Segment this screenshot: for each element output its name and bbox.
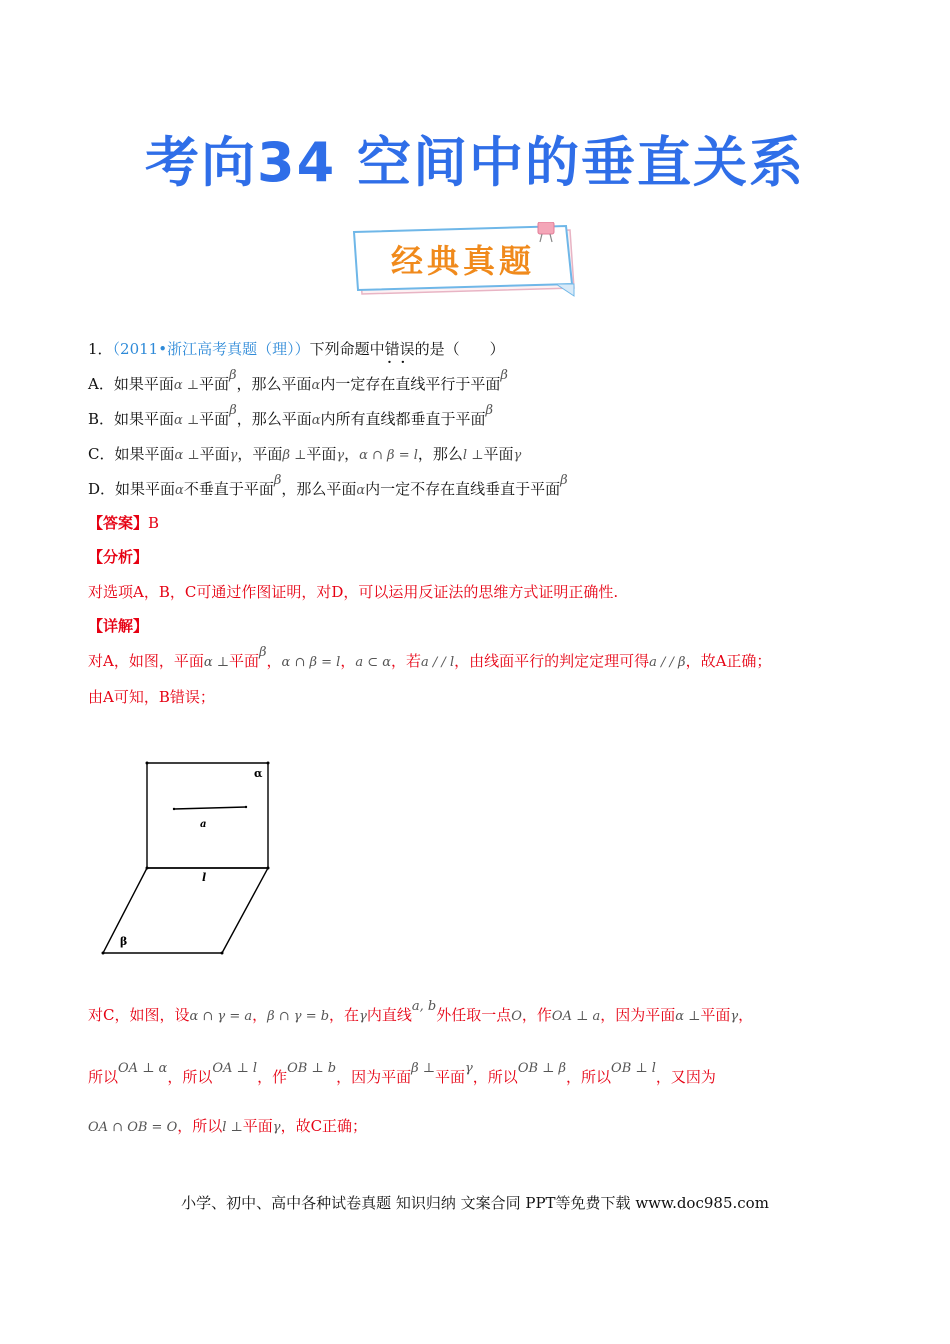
math: a / / β (649, 655, 686, 670)
question-stem-end: 的是（ ） (414, 340, 505, 358)
option-text: A．如果平面 (88, 375, 174, 393)
question-stem: 下列命题中 (309, 340, 385, 358)
math: a / / l (421, 655, 455, 670)
math: β (273, 473, 282, 488)
detail-text: ， (340, 652, 356, 670)
detail-text: ，因为平面 (336, 1068, 412, 1086)
detail-c-line-1 (88, 999, 754, 1025)
option-text: C．如果平面 (88, 445, 175, 463)
option-text: 不垂直于平面 (183, 480, 274, 498)
analysis-label: 【分析】 (88, 548, 149, 566)
math: α ⊥ (675, 1009, 701, 1024)
math: β ⊥ (411, 1061, 435, 1076)
math: β (485, 403, 494, 418)
option-text: 平面 (198, 375, 229, 393)
math: β (259, 645, 267, 660)
detail-text: ，作 (257, 1068, 288, 1086)
math: γ (272, 1120, 281, 1135)
answer-label: 【答案】 (88, 514, 149, 532)
math: a, b (411, 999, 437, 1014)
detail-text: ，故A正确； (685, 652, 772, 670)
detail-line-2: 由A可知，B错误； (88, 688, 215, 706)
option-text: B．如果平面 (88, 410, 175, 428)
math: α (175, 483, 184, 498)
label-beta: β (120, 935, 128, 948)
detail-text: ，在 (329, 1006, 360, 1024)
math: OB ⊥ l (611, 1061, 656, 1076)
detail-text: ， (738, 1006, 754, 1024)
detail-text: 所以 (88, 1068, 119, 1086)
detail-text: ，作 (521, 1006, 552, 1024)
option-text: 平面 (199, 445, 230, 463)
label-a: a (200, 819, 207, 830)
math: β ∩ γ = b (267, 1009, 330, 1024)
math: γ (359, 1009, 367, 1024)
emphasized-word: 错误 · · (385, 340, 415, 358)
page-title: 考向34 空间中的垂直关系 (145, 131, 805, 194)
question-source: （2011•浙江高考真题（理）） (112, 340, 310, 358)
detail-c-line-3 (88, 1115, 367, 1136)
answer-value: B (148, 514, 160, 532)
detail-text: 外任取一点 (436, 1006, 512, 1024)
option-text: 平面 (483, 445, 514, 463)
option-text: 内一定不存在直线垂直于平面 (365, 480, 561, 498)
detail-text: ，故C正确； (280, 1117, 368, 1135)
option-text: ，平面 (237, 445, 283, 463)
detail-text: 内直线 (366, 1006, 412, 1024)
math: α ∩ β = l (359, 448, 418, 463)
math: α (311, 413, 321, 428)
math: α (356, 483, 366, 498)
banner-title: 经典真题 (390, 242, 535, 280)
option-text: 平面 (199, 410, 230, 428)
option-text: 平面 (306, 445, 337, 463)
detail-text: 对A，如图，平面 (88, 652, 204, 670)
detail-text: ，所以 (566, 1068, 612, 1086)
option-text: ，那么 (417, 445, 463, 463)
option-d (88, 473, 568, 499)
math: OA ⊥ l (212, 1061, 258, 1076)
math: γ (730, 1009, 739, 1024)
math: β (560, 473, 568, 488)
option-b (88, 403, 494, 429)
math: l ⊥ (462, 448, 484, 463)
option-text: 内一定存在直线平行于平面 (320, 375, 501, 393)
math: O (511, 1009, 522, 1024)
math: OB ⊥ β (517, 1061, 567, 1076)
label-alpha: α (254, 767, 263, 780)
math: α ⊥ (174, 448, 200, 463)
math: γ (336, 448, 345, 463)
detail-text: 平面 (700, 1006, 731, 1024)
math: OB ⊥ b (287, 1061, 337, 1076)
detail-text: ， (252, 1006, 268, 1024)
detail-text: ，所以 (177, 1117, 223, 1135)
option-text: ， (344, 445, 360, 463)
option-c (88, 443, 521, 464)
math: γ (465, 1061, 473, 1076)
question-number: 1． (88, 340, 113, 358)
math: β (229, 368, 237, 383)
detail-text: 平面 (242, 1117, 273, 1135)
detail-text: 平面 (228, 652, 259, 670)
math: OA ∩ OB = O (88, 1120, 178, 1135)
math: γ (229, 448, 238, 463)
plane-beta (103, 868, 268, 953)
math: γ (513, 448, 522, 463)
analysis-text: 对选项A，B，C可通过作图证明，对D，可以运用反证法的思维方式证明正确性. (88, 583, 619, 601)
option-text: D．如果平面 (88, 480, 176, 498)
option-a (88, 368, 508, 394)
page-footer: 小学、初中、高中各种试卷真题 知识归纳 文案合同 PPT等免费下载 www.doc985.com (181, 1194, 769, 1212)
detail-text: ，若 (391, 652, 422, 670)
line-a (174, 807, 246, 809)
detail-text: ，所以 (472, 1068, 518, 1086)
detail-label: 【详解】 (88, 617, 149, 635)
math: β (500, 368, 508, 383)
option-text: ，那么平面 (236, 410, 312, 428)
question-1 (88, 338, 505, 359)
detail-text: ，又因为 (655, 1068, 716, 1086)
math: α (311, 378, 321, 393)
detail-line-1 (88, 645, 772, 671)
plane-alpha (147, 763, 268, 868)
detail-text: ，所以 (167, 1068, 213, 1086)
math: α ∩ γ = a (189, 1009, 253, 1024)
math: α ∩ β = l (281, 655, 341, 670)
math: α ⊥ (173, 378, 199, 393)
math: α ⊥ (174, 413, 200, 428)
math: α ⊥ (203, 655, 229, 670)
math: β (229, 403, 237, 418)
option-text: ，那么平面 (236, 375, 312, 393)
math: β ⊥ (282, 448, 307, 463)
detail-text: ，因为平面 (600, 1006, 676, 1024)
math: OA ⊥ α (118, 1061, 168, 1076)
detail-text: ， (266, 652, 282, 670)
detail-c-line-2 (88, 1061, 716, 1087)
math: a ⊂ α (355, 655, 392, 670)
geometry-figure (96, 755, 286, 965)
analysis-label-line (88, 546, 148, 567)
detail-text: 平面 (435, 1068, 466, 1086)
option-text: ，那么平面 (281, 480, 357, 498)
detail-text: ，由线面平行的判定定理可得 (454, 652, 650, 670)
detail-label-line (88, 615, 148, 636)
detail-text: 对C，如图，设 (88, 1006, 190, 1024)
math: l ⊥ (222, 1120, 243, 1135)
label-l: l (202, 871, 207, 884)
option-text: 内所有直线都垂直于平面 (320, 410, 486, 428)
answer (88, 512, 159, 533)
math: OA ⊥ a (551, 1009, 601, 1024)
